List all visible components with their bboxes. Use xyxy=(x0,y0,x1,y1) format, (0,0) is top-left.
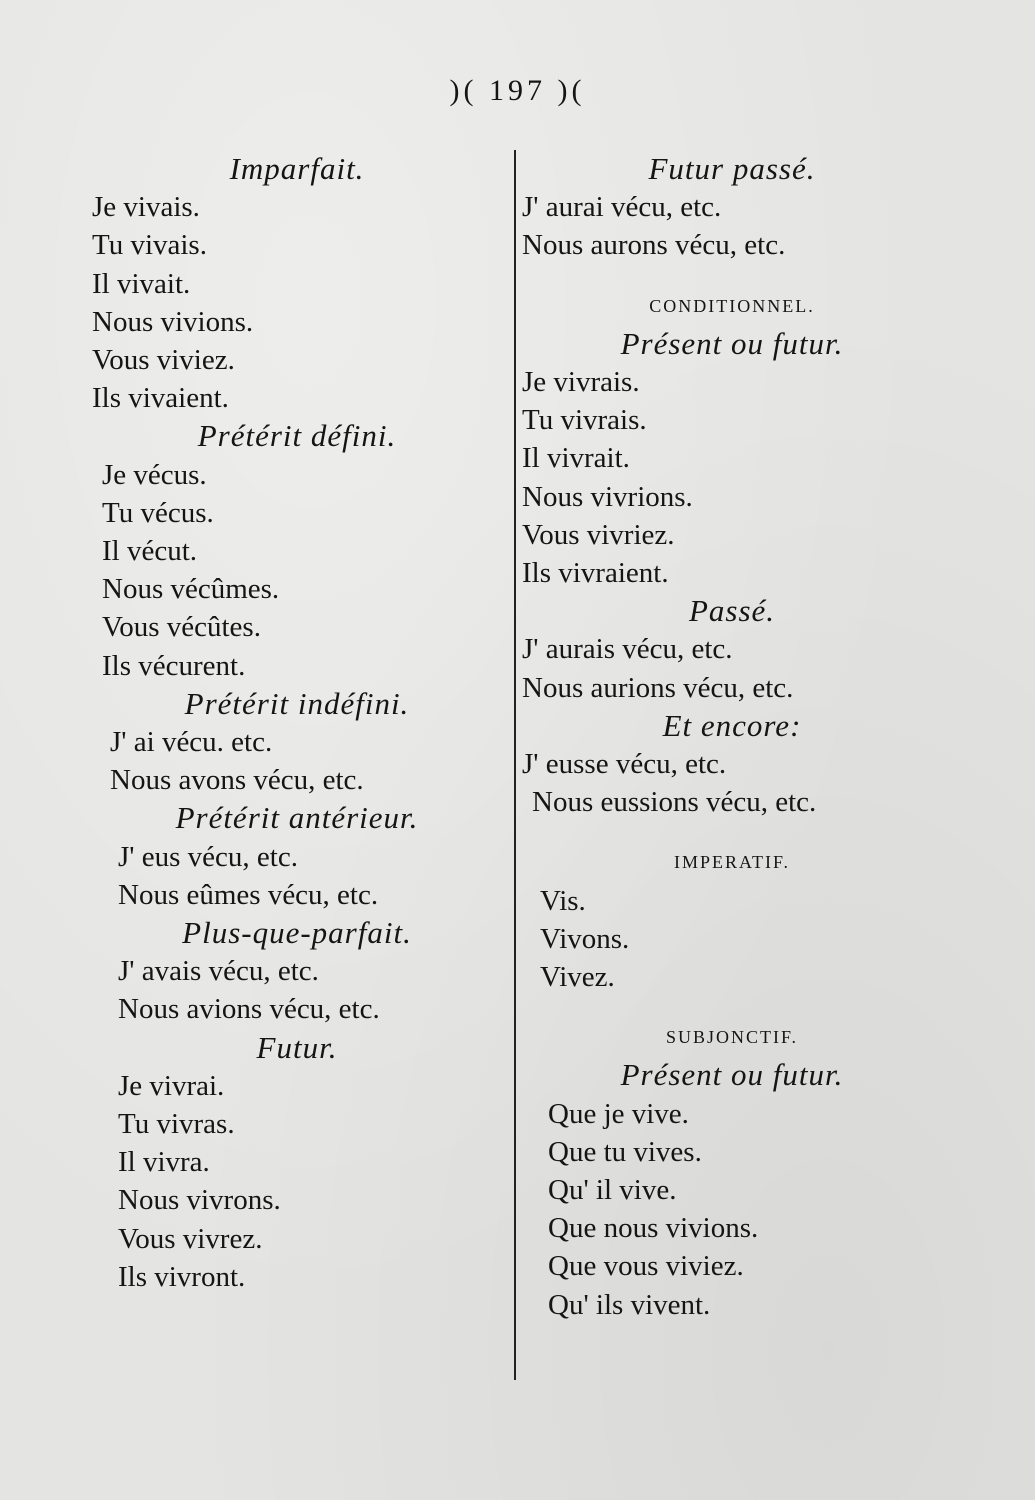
right-column xyxy=(522,150,942,1324)
conjugation-line: Il vivrait. xyxy=(522,442,630,475)
conjugation-line: Que je vive. xyxy=(548,1097,689,1130)
conjugation-line: Tu vivais. xyxy=(92,229,207,262)
section-heading: Et encore: xyxy=(662,707,802,743)
conjugation-line: Qu' il vive. xyxy=(548,1174,677,1207)
conjugation-line: Que nous vivions. xyxy=(548,1212,759,1245)
conjugation-line: Vivez. xyxy=(540,961,615,994)
conjugation-line: Vous vivriez. xyxy=(522,518,675,551)
conjugation-line: Que vous viviez. xyxy=(548,1250,744,1283)
conjugation-line: Vous vivrez. xyxy=(118,1222,263,1255)
left-column xyxy=(92,150,502,1296)
conjugation-line: Vivons. xyxy=(540,922,630,955)
conjugation-line: Je vivrai. xyxy=(118,1069,225,1102)
section-heading: Plus-que-parfait. xyxy=(182,915,412,951)
mood-heading: IMPERATIF. xyxy=(673,852,791,873)
conjugation-line: Il vivra. xyxy=(118,1146,210,1179)
column-divider xyxy=(514,150,516,1380)
section-heading: Prétérit indéfini. xyxy=(184,685,410,721)
conjugation-line: Je vivais. xyxy=(92,191,200,224)
conjugation-line: J' eus vécu, etc. xyxy=(118,840,298,873)
conjugation-line: J' ai vécu. etc. xyxy=(110,726,273,759)
section-heading: Présent ou futur. xyxy=(620,1057,844,1093)
conjugation-line: Ils vécurent. xyxy=(102,649,246,682)
section-heading: Présent ou futur. xyxy=(620,325,844,361)
conjugation-line: Nous vivrions. xyxy=(522,480,693,513)
conjugation-line: Nous vivrons. xyxy=(118,1184,281,1217)
section-heading: Prétérit défini. xyxy=(197,418,397,454)
conjugation-line: Vis. xyxy=(540,884,586,917)
section-heading: Imparfait. xyxy=(229,151,365,186)
conjugation-line: Que tu vives. xyxy=(548,1135,702,1168)
mood-heading: CONDITIONNEL. xyxy=(649,295,815,316)
section-heading: Prétérit antérieur. xyxy=(175,800,419,836)
conjugation-line: Ils vivront. xyxy=(118,1260,246,1293)
conjugation-line: Vous vécûtes. xyxy=(102,611,261,644)
conjugation-line: Tu vécus. xyxy=(102,496,214,529)
conjugation-line: Qu' ils vivent. xyxy=(548,1288,711,1321)
conjugation-line: Nous eussions vécu, etc. xyxy=(532,786,817,819)
conjugation-line: J' aurais vécu, etc. xyxy=(522,633,733,666)
conjugation-line: Ils vivaient. xyxy=(92,382,229,415)
section-heading: Futur passé. xyxy=(648,151,816,186)
section-heading: Futur. xyxy=(256,1029,338,1065)
conjugation-line: J' avais vécu, etc. xyxy=(118,955,319,988)
conjugation-line: Ils vivraient. xyxy=(522,557,669,590)
conjugation-line: Nous aurions vécu, etc. xyxy=(522,671,794,704)
section-heading: Passé. xyxy=(688,593,776,629)
conjugation-line: Il vécut. xyxy=(102,535,198,568)
conjugation-line: Nous vivions. xyxy=(92,305,254,338)
conjugation-line: Je vécus. xyxy=(102,458,207,491)
conjugation-line: J' aurai vécu, etc. xyxy=(522,191,722,224)
conjugation-line: Nous avons vécu, etc. xyxy=(110,764,364,797)
conjugation-line: Nous aurons vécu, etc. xyxy=(522,229,786,262)
page-number: )( 197 )( xyxy=(449,74,586,107)
conjugation-line: Vous viviez. xyxy=(92,344,235,377)
conjugation-line: Je vivrais. xyxy=(522,366,640,399)
conjugation-line: Nous vécûmes. xyxy=(102,573,280,606)
conjugation-line: Nous avions vécu, etc. xyxy=(118,993,380,1026)
conjugation-line: Tu vivrais. xyxy=(522,404,647,437)
conjugation-line: Il vivait. xyxy=(92,267,191,300)
conjugation-line: Nous eûmes vécu, etc. xyxy=(118,878,379,911)
conjugation-line: J' eusse vécu, etc. xyxy=(522,748,727,781)
mood-heading: SUBJONCTIF. xyxy=(665,1027,799,1048)
conjugation-line: Tu vivras. xyxy=(118,1108,235,1141)
